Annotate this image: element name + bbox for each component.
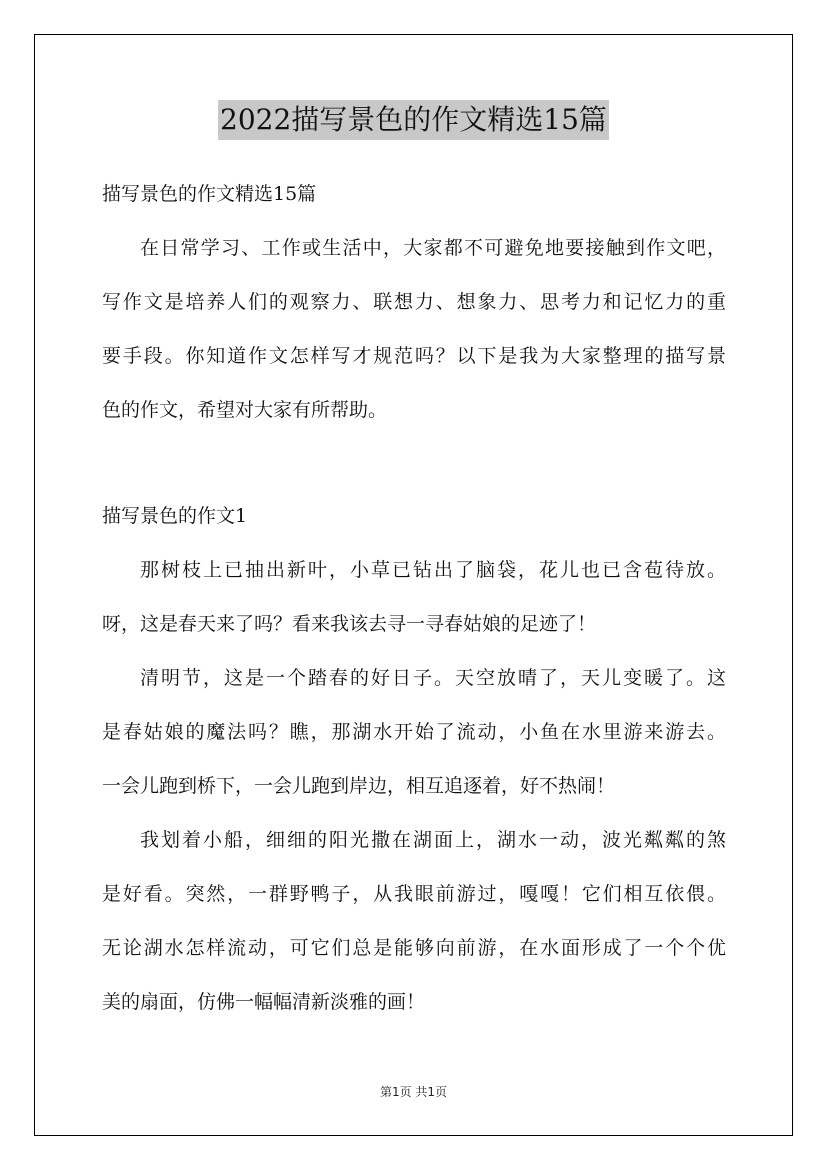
paragraph-line: 呀，这是春天来了吗？看来我该去寻一寻春姑娘的足迹了！ <box>102 613 597 635</box>
paragraph-line: 是春姑娘的魔法吗？瞧，那湖水开始了流动，小鱼在水里游来游去。 <box>102 721 726 743</box>
paragraph-line: 我划着小船，细细的阳光撒在湖面上，湖水一动，波光粼粼的煞 <box>140 829 726 851</box>
paragraph-line: 无论湖水怎样流动，可它们总是能够向前游，在水面形成了一个个优 <box>102 937 726 959</box>
paragraph-line: 那树枝上已抽出新叶，小草已钻出了脑袋，花儿也已含苞待放。 <box>140 559 726 581</box>
intro-line: 色的作文，希望对大家有所帮助。 <box>102 399 388 421</box>
spacer <box>102 213 726 229</box>
subtitle: 描写景色的作文精选15篇 <box>102 183 317 205</box>
intro-line: 要手段。你知道作文怎样写才规范吗？以下是我为大家整理的描写景 <box>102 345 726 367</box>
page-footer: 第1页 共1页 <box>379 1085 448 1099</box>
paragraph-line: 是好看。突然，一群野鸭子，从我眼前游过，嘎嘎！它们相互依偎。 <box>102 883 726 905</box>
paragraph-line: 一会儿跑到桥下，一会儿跑到岸边，相互追逐着，好不热闹！ <box>102 775 616 797</box>
paragraph-line: 美的扇面，仿佛一幅幅清新淡雅的画！ <box>102 991 426 1013</box>
title-container <box>0 100 827 140</box>
paragraph-line: 清明节，这是一个踏春的好日子。天空放晴了，天儿变暖了。这 <box>140 667 726 689</box>
document-body <box>102 175 726 1021</box>
section-heading: 描写景色的作文1 <box>102 505 248 527</box>
intro-line: 在日常学习、工作或生活中，大家都不可避免地要接触到作文吧， <box>140 237 726 259</box>
document-title: 2022描写景色的作文精选15篇 <box>218 100 609 140</box>
intro-line: 写作文是培养人们的观察力、联想力、想象力、思考力和记忆力的重 <box>102 291 726 313</box>
